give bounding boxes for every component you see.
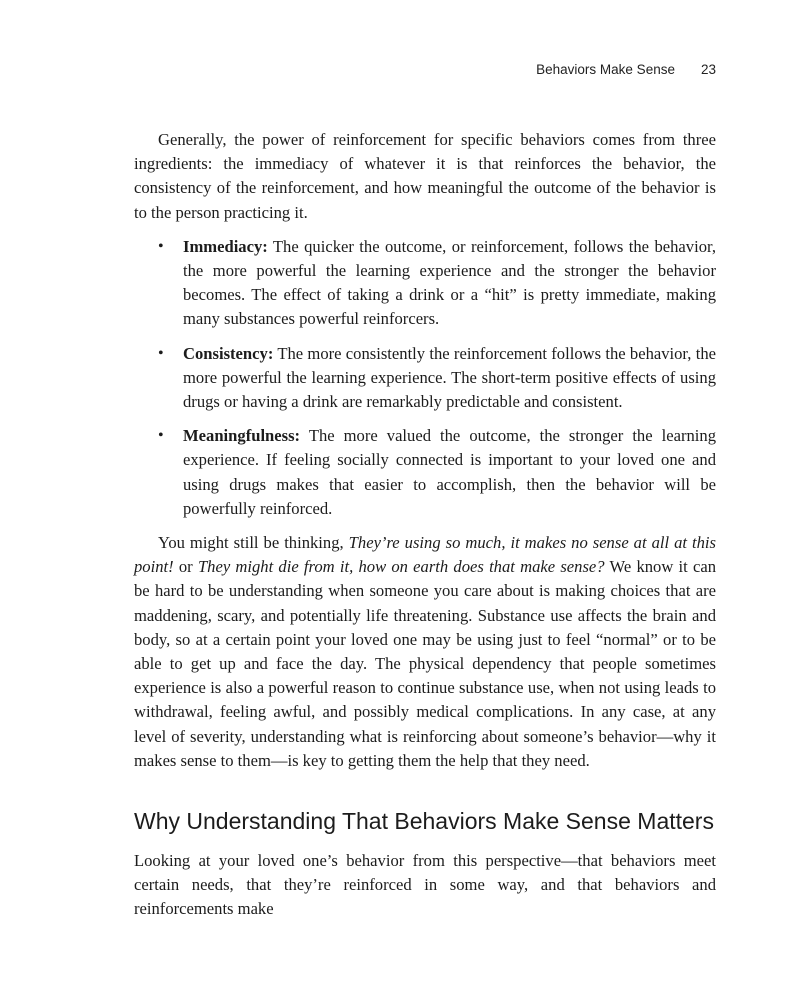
italic-thought-1: They’re using so much, it makes no sense at all at this point!	[134, 533, 716, 577]
running-header	[536, 62, 716, 77]
list-text: The more valued the outcome, the stronger the learning experience. If feeling socially connected is important to your loved one and using drugs makes that easier to accomplish, then the behavior will be powerfully reinforced.	[183, 426, 716, 518]
list-term: Meaningfulness:	[183, 426, 301, 446]
page-number: 23	[700, 62, 716, 77]
list-item	[134, 424, 716, 521]
reinforcement-list	[134, 235, 716, 521]
bullet-icon: •	[158, 344, 164, 362]
list-item	[134, 342, 716, 415]
body-paragraph	[134, 531, 716, 773]
italic-thought-2: They might die from it, how on earth does that make sense?	[197, 557, 605, 577]
list-text: The quicker the outcome, or reinforcement, follows the behavior, the more powerful the learning experience and the stronger the behavior becomes. The effect of taking a drink or a “hit” is pretty immediate, making many substances powerful reinforcers.	[183, 236, 716, 329]
bullet-icon: •	[158, 237, 164, 255]
list-item	[134, 235, 716, 332]
bullet-icon: •	[158, 427, 164, 445]
list-term: Consistency:	[183, 343, 274, 363]
intro-paragraph: Generally, the power of reinforcement for specific behaviors comes from three ingredients: the immediacy of whatever it is that reinforces the behavior, the consistency of the reinforcement, and how meaningful the outcome of the behavior is to the person practicing it.	[134, 130, 716, 222]
section-heading: Why Understanding That Behaviors Make Sense Matters	[134, 808, 714, 835]
list-text: The more consistently the reinforcement follows the behavior, the more powerful the learning experience. The short-term positive effects of using drugs or having a drink are remarkably predictable and consistent.	[183, 343, 717, 412]
running-title: Behaviors Make Sense	[536, 62, 675, 77]
list-term: Immediacy:	[183, 236, 268, 256]
page-body	[134, 128, 716, 922]
paragraph-rest: We know it can be hard to be understanding when someone you care about is making choices that are maddening, scary, and potentially life threatening. Substance use affects the brain and body, so at a certain point your loved one may be using just to feel “normal” or to be able to get up and face the day. The physical dependency that people sometimes experience is also a powerful reason to continue substance use, when not using leads to withdrawal, feeling awful, and possibly medical complications. In any case, at any level of severity, understanding what is reinforcing about someone’s behavior—why it makes sense to them—is key to getting them the help that they need.	[134, 557, 717, 770]
paragraph-lead: You might still be thinking,	[158, 533, 344, 553]
section-paragraph: Looking at your loved one’s behavior from this perspective—that behaviors meet certain needs, that they’re reinforced in some way, and that behaviors and reinforcements make	[134, 851, 716, 919]
paragraph-or: or	[178, 557, 193, 577]
